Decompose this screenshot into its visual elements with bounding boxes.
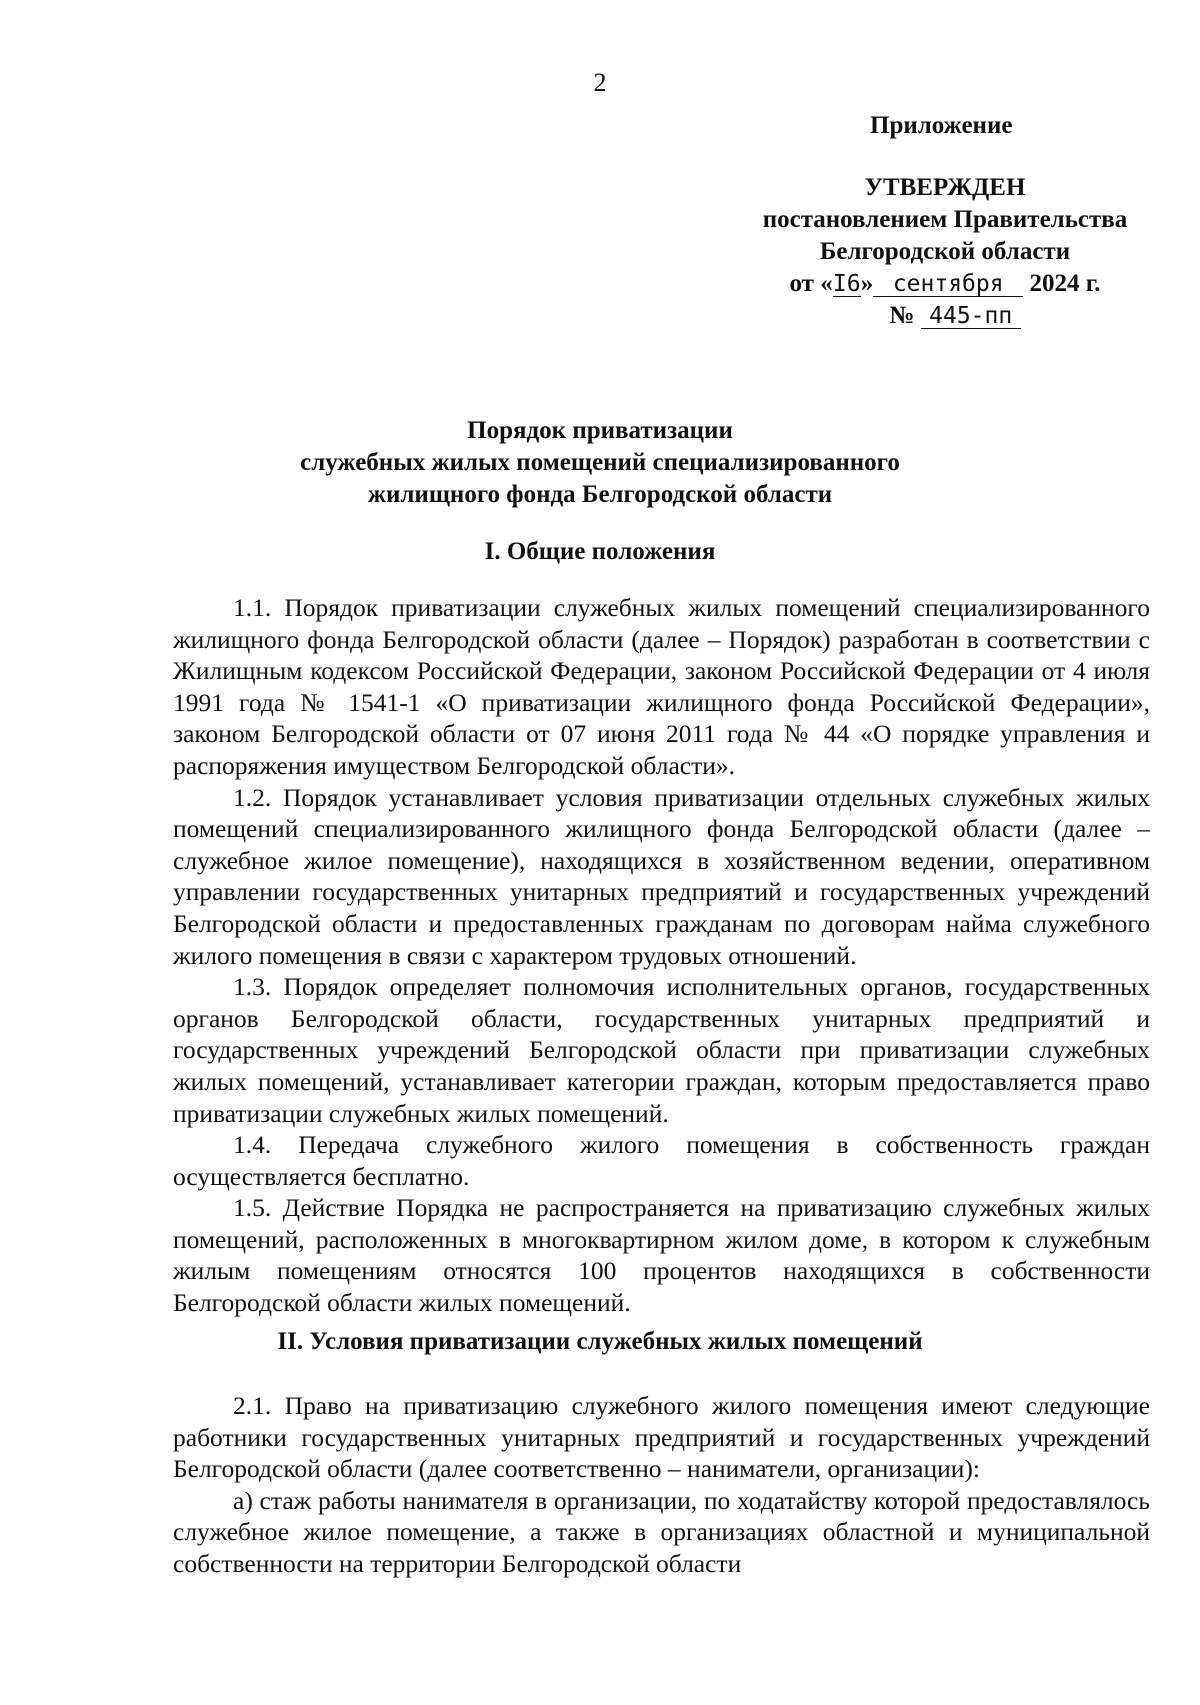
date-month: сентября <box>873 272 1023 297</box>
approval-line1: постановлением Правительства <box>762 206 1128 233</box>
title-line2: служебных жилых помещений специализированного <box>300 449 900 476</box>
page-number: 2 <box>593 68 607 97</box>
section2-heading: II. Условия приватизации служебных жилых помещений <box>277 1328 923 1355</box>
paragraph-1-4: 1.4. Передача служебного жилого помещения в собственность граждан осуществляется бесплатно. <box>173 1130 1150 1191</box>
paragraph-2-1: 2.1. Право на приватизацию служебного жилого помещения имеют следующие работники государственных унитарных предприятий и государственных учреждений Белгородской области (далее соответственно – наниматели, организации): <box>173 1391 1150 1484</box>
appendix-label: Приложение <box>870 112 1013 139</box>
date-year: 2024 г. <box>1029 270 1101 297</box>
section1-body <box>173 592 1150 1319</box>
section2-body <box>173 1390 1150 1580</box>
approval-block <box>735 172 1155 332</box>
paragraph-1-5: 1.5. Действие Порядка не распространяется на приватизацию служебных жилых помещений, расположенных в многоквартирном жилом доме, в котором к служебным жилым помещениям относятся 100 процентов находящихся в собственности Белгородской области жилых помещений. <box>173 1193 1150 1318</box>
section1-heading: I. Общие положения <box>484 538 716 565</box>
approval-date <box>735 268 1155 300</box>
number-label: № <box>889 302 915 329</box>
document-title <box>0 415 1200 511</box>
number-value: 445-пп <box>921 304 1021 329</box>
paragraph-1-1: 1.1. Порядок приватизации служебных жилых помещений специализированного жилищного фонда Белгородской области (далее – Порядок) разработан в соответствии с Жилищным кодексом Российской Федерации, законом Российской Федерации от 4 июля 1991 года № 1541-1 «О приватизации жилищного фонда Российской Федерации», законом Белгородской области от 07 июня 2011 года № 44 «О порядке управления и распоряжения имуществом Белгородской области». <box>173 593 1150 780</box>
paragraph-1-2: 1.2. Порядок устанавливает условия приватизации отдельных служебных жилых помещений специализированного жилищного фонда Белгородской области (далее – служебное жилое помещение), находящихся в хозяйственном ведении, оперативном управлении государственных унитарных предприятий и государственных учреждений Белгородской области и предоставленных гражданам по договорам найма служебного жилого помещения в связи с характером трудовых отношений. <box>173 782 1150 970</box>
paragraph-2-1-a: а) стаж работы нанимателя в организации, по ходатайству которой предоставлялось служебное жилое помещение, а также в организациях областной и муниципальной собственности на территории Белгородской области <box>173 1485 1150 1578</box>
paragraph-1-3: 1.3. Порядок определяет полномочия исполнительных органов, государственных органов Белгородской области, государственных унитарных предприятий и государственных учреждений Белгородской области при приватизации служебных жилых помещений, устанавливает категории граждан, которым предоставляется право приватизации служебных жилых помещений. <box>173 972 1150 1128</box>
approval-stamp: УТВЕРЖДЕН <box>864 174 1026 201</box>
date-mid: » <box>860 270 874 297</box>
approval-number <box>735 300 1155 332</box>
title-line3: жилищного фонда Белгородской области <box>367 481 833 508</box>
date-day: I6 <box>832 271 861 297</box>
title-line1: Порядок приватизации <box>467 417 733 444</box>
date-prefix: от « <box>789 270 833 297</box>
approval-line2: Белгородской области <box>819 238 1071 265</box>
